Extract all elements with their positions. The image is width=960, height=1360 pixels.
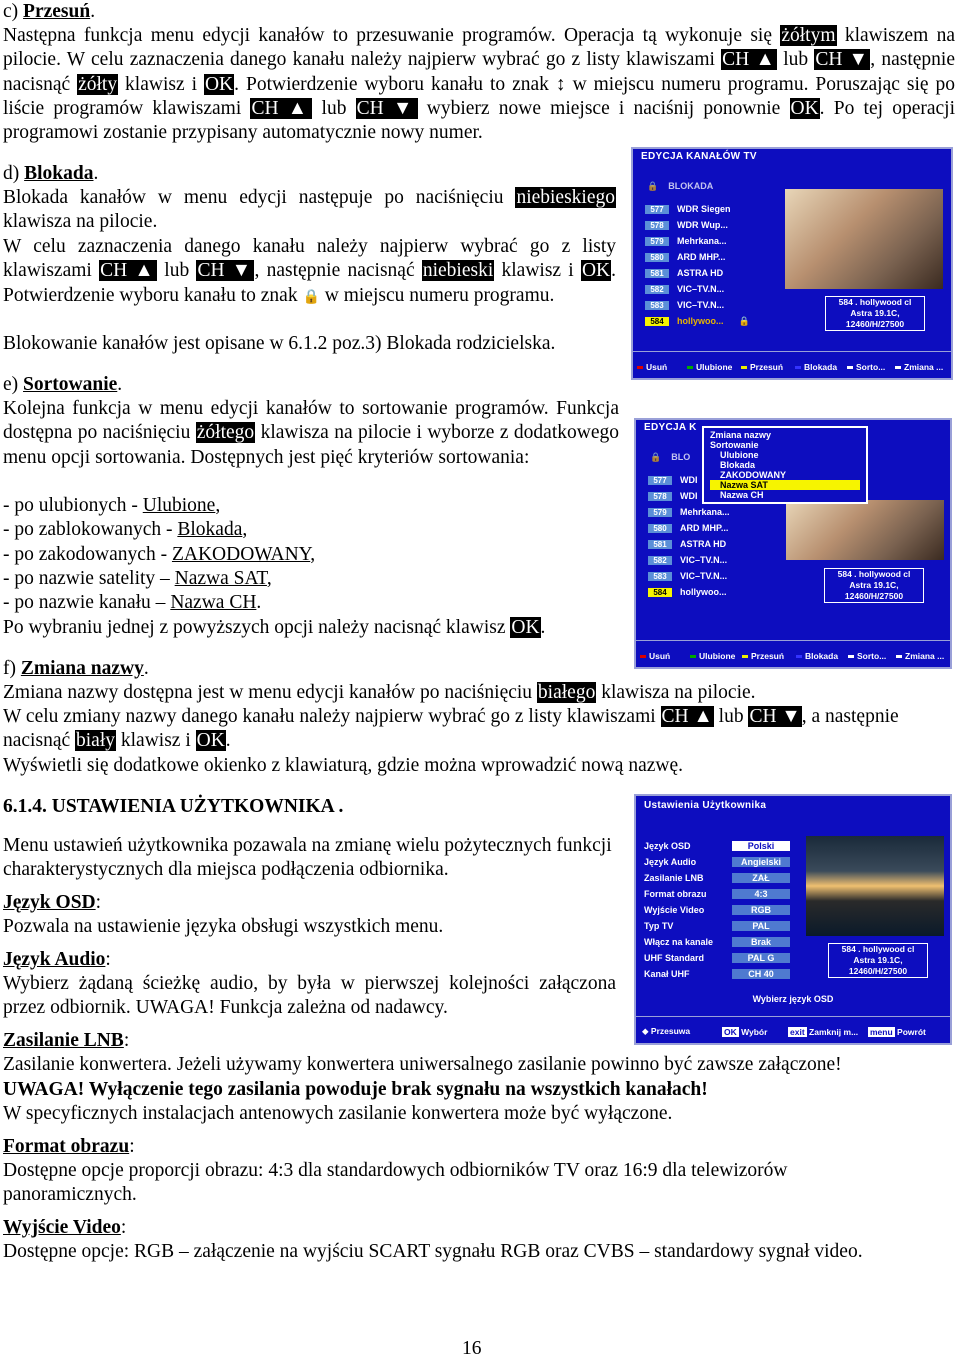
video-preview <box>806 836 944 936</box>
key-ch-down: CH ▼ <box>749 706 801 727</box>
list-item: 580 ARD MHP... <box>648 523 728 533</box>
user-settings-screen <box>634 794 952 1045</box>
list-item: - po nazwie satelity – Nazwa SAT, <box>3 567 272 589</box>
section-title: 6.1.4. USTAWIENIA UŻYTKOWNIKA . <box>3 796 344 817</box>
key-ch-up: CH ▲ <box>661 706 713 727</box>
osd-heading: Język OSD: <box>3 892 102 913</box>
settings-label: Wyjście Video <box>644 905 705 915</box>
section-d-heading: d) Blokada. <box>3 163 99 184</box>
key-ok: OK <box>196 730 225 752</box>
settings-label: Język OSD <box>644 841 691 851</box>
section-f-paragraph-3: Wyświetli się dodatkowe okienko z klawiaturą, gdzie można wprowadzić nową nazwę. <box>3 755 684 776</box>
heading-title: Blokada <box>24 163 94 184</box>
section-c-paragraph: Następna funkcja menu edycji kanałów to przesuwanie programów. Operacja tą wykonuje się żółtym klawiszem na pilocie. W celu zaznaczenia danego kanału należy najpierw wybrać go z listy klawiszami CH ▲ lub CH ▼, następnie nacisnąć żółty klawisz i OK. Potwierdzenie wyboru kanału to znak ↕ w miejscu numeru programu. Poruszając się po liście programów klawiszami CH ▲ lub CH ▼ wybierz nowe miejsce i naciśnij ponownie OK. Po tej operacji programowi zostanie przypisany automatycznie nowy numer. <box>3 25 956 144</box>
key-ok: OK <box>204 73 234 95</box>
settings-value[interactable]: RGB <box>732 905 790 915</box>
format-paragraph: Dostępne opcje proporcji obrazu: 4:3 dla standardowych odbiorników TV oraz 16:9 dla telewizorów panoramicznych. <box>3 1160 788 1206</box>
key-ch-up: CH ▲ <box>251 97 312 119</box>
heading-suffix: . <box>90 1 96 22</box>
sort-options-list <box>3 494 315 615</box>
key-ch-up: CH ▲ <box>722 49 777 71</box>
section-e-paragraph-1: Kolejna funkcja w menu edycji kanałów to sortowanie programów. Funkcja dostępna po naciśnięciu żółtego klawisza na pilocie i wyborze z dodatkowego menu opcji sortowania. Dostępnych jest pięć kryteriów sortowania: <box>3 398 619 468</box>
lock-icon: 🔒 <box>650 452 662 462</box>
list-item: 581 ASTRA HD <box>645 268 723 278</box>
list-item: 582 VIC–TV.N... <box>645 284 724 294</box>
settings-label: Typ TV <box>644 921 674 931</box>
section-d-paragraph-3: Blokowanie kanałów jest opisane w 6.1.2 poz.3) Blokada rodzicielska. <box>3 333 556 354</box>
key-ch-up: CH ▲ <box>100 260 157 282</box>
list-item: 578 WDI <box>648 491 698 501</box>
key-ok: OK <box>790 97 819 119</box>
footer-bar: Usuń Ulubione Przesuń Blokada Sorto... Zmiana ... <box>633 351 951 378</box>
section-f-paragraph-2: W celu zmiany nazwy danego kanału należy najpierw wybrać go z listy klawiszami CH ▲ lub CH ▼, a następnie nacisnąć biały klawisz i OK. <box>3 706 899 752</box>
heading-title: Zmiana nazwy <box>20 658 144 679</box>
key-yellow: żółtym <box>781 25 836 46</box>
sort-popup-menu <box>702 426 868 504</box>
list-item: - po zablokowanych - Blokada, <box>3 519 248 541</box>
section-intro: Menu ustawień użytkownika pozawala na zmianę wielu pożytecznych funkcji charakterystycznych dla miejsca podłączenia odbiornika. <box>3 835 612 881</box>
list-item: 577 WDR Siegen <box>645 204 731 214</box>
list-item: - po zakodowanych - ZAKODOWANY, <box>3 543 316 565</box>
key-ok: OK <box>581 260 611 282</box>
channel-info: 584 . hollywood cl Astra 19.1C, 12460/H/27500 <box>825 296 925 331</box>
move-arrow-icon: ↕ <box>555 73 566 95</box>
settings-value[interactable]: PAL G <box>732 953 790 963</box>
key-white: białego <box>537 682 596 703</box>
lock-row: 🔒 BLOKADA <box>647 181 714 191</box>
footer-bar: ◆ Przesuwa OK Wybór exit Zamknij m... menu Powrót <box>636 1016 950 1043</box>
menu-item[interactable]: Blokada <box>720 460 756 470</box>
menu-item[interactable]: Nazwa SAT <box>710 480 860 490</box>
list-item: 584 hollywoo... <box>648 587 727 597</box>
section-e-heading: e) Sortowanie. <box>3 374 123 395</box>
menu-item[interactable]: Zmiana nazwy <box>710 430 772 440</box>
key-ch-down: CH ▼ <box>197 260 254 282</box>
channel-info: 584 . hollywood cl Astra 19.1C, 12460/H/27500 <box>828 943 928 978</box>
video-preview <box>786 500 944 560</box>
help-text: Wybierz język OSD <box>752 994 834 1004</box>
lock-icon: 🔒 <box>302 289 320 305</box>
lnb-paragraph-3: W specyficznych instalacjach antenowych zasilanie konwertera może być wyłączone. <box>3 1103 673 1124</box>
section-f-heading: f) Zmiana nazwy. <box>3 658 149 679</box>
settings-value[interactable]: ZAŁ <box>732 873 790 883</box>
osd-paragraph: Pozwala na ustawienie języka obsługi wszystkich menu. <box>3 916 444 937</box>
list-item: 581 ASTRA HD <box>648 539 726 549</box>
key-ok: OK <box>511 617 540 638</box>
audio-paragraph: Wybierz żądaną ścieżkę audio, by była w pierwszej kolejności załączona przez odbiornik. UWAGA! Funkcja zależna od nadawcy. <box>3 973 616 1019</box>
audio-heading: Język Audio: <box>3 949 111 970</box>
lnb-heading: Zasilanie LNB: <box>3 1030 130 1051</box>
lnb-paragraph-1: Zasilanie konwertera. Jeżeli używamy konwertera uniwersalnego zasilanie powinno być zawsze załączone! <box>3 1054 842 1075</box>
video-heading: Wyjście Video: <box>3 1217 127 1238</box>
key-yellow: żółtego <box>196 422 255 444</box>
screen-title: Ustawienia Użytkownika <box>644 800 767 811</box>
settings-label: Kanał UHF <box>644 969 690 979</box>
menu-item[interactable]: ZAKODOWANY <box>720 470 786 480</box>
arrows-icon: ◆ <box>642 1026 649 1036</box>
list-item: 580 ARD MHP... <box>645 252 725 262</box>
menu-item[interactable]: Nazwa CH <box>720 490 764 500</box>
screen-title: EDYCJA K <box>644 422 697 433</box>
key-ch-down: CH ▼ <box>356 97 417 119</box>
settings-label: Format obrazu <box>644 889 707 899</box>
lock-icon: 🔒 <box>647 181 659 191</box>
key-blue: niebieski <box>422 260 494 282</box>
list-item: 583 VIC–TV.N... <box>648 571 727 581</box>
list-item: 583 VIC–TV.N... <box>645 300 724 310</box>
channel-edit-screen-sort <box>634 418 952 669</box>
menu-item[interactable]: Ulubione <box>720 450 759 460</box>
channel-info: 584 . hollywood cl Astra 19.1C, 12460/H/27500 <box>824 568 924 603</box>
settings-value[interactable]: CH 40 <box>732 969 790 979</box>
settings-value[interactable]: Brak <box>732 937 790 947</box>
settings-label: UHF Standard <box>644 953 705 963</box>
lock-row: 🔒 BLO <box>650 452 691 462</box>
video-preview <box>785 189 943 289</box>
list-item: 577 WDI <box>648 475 698 485</box>
video-paragraph: Dostępne opcje: RGB – załączenie na wyjściu SCART sygnału RGB oraz CVBS – standardowy sygnał video. <box>3 1241 863 1262</box>
section-d-paragraph-1: Blokada kanałów w menu edycji następuje po naciśnięciu niebieskiego klawisza na pilocie. <box>3 187 615 233</box>
settings-label: Język Audio <box>644 857 697 867</box>
list-item: - po nazwie kanału – Nazwa CH. <box>3 592 262 614</box>
settings-label: Włącz na kanale <box>644 937 714 947</box>
key-yellow: żółty <box>78 73 118 95</box>
list-item: 579 Mehrkana... <box>648 507 730 517</box>
section-f-paragraph-1: Zmiana nazwy dostępna jest w menu edycji kanałów po naciśnięciu białego klawisza na pilocie. <box>3 682 756 703</box>
settings-label: Zasilanie LNB <box>644 873 704 883</box>
channel-edit-screen-lock <box>631 147 953 380</box>
list-item: 582 VIC–TV.N... <box>648 555 727 565</box>
heading-title: Przesuń <box>23 1 91 22</box>
list-item: - po ulubionych - Ulubione, <box>3 495 221 516</box>
lnb-warning: UWAGA! Wyłączenie tego zasilania powoduje brak sygnału na wszystkich kanałach! <box>3 1079 708 1100</box>
section-d-paragraph-2: W celu zaznaczenia danego kanału należy najpierw wybrać go z listy klawiszami CH ▲ lub CH ▼, następnie nacisnąć niebieski klawisz i OK. Potwierdzenie wyboru kanału to znak 🔒 w miejscu numeru programu. <box>3 236 617 306</box>
heading-prefix: c) <box>3 1 24 22</box>
list-item: 578 WDR Wup... <box>645 220 728 230</box>
menu-item[interactable]: Sortowanie <box>710 440 759 450</box>
section-e-paragraph-2: Po wybraniu jednej z powyższych opcji należy nacisnąć klawisz OK. <box>3 617 546 638</box>
heading-title: Sortowanie <box>23 374 118 395</box>
settings-value[interactable]: PAL <box>732 921 790 931</box>
format-heading: Format obrazu: <box>3 1136 135 1157</box>
page-number: 16 <box>462 1338 482 1359</box>
key-ch-down: CH ▼ <box>815 49 870 71</box>
list-item: 584 hollywoo... 🔒 <box>645 316 750 327</box>
settings-value[interactable]: Angielski <box>732 857 790 867</box>
screen-title: EDYCJA KANAŁÓW TV <box>641 151 757 162</box>
section-c-heading <box>3 0 95 24</box>
footer-bar: Usuń Ulubione Przesuń Blokada Sorto... Zmiana ... <box>636 640 950 667</box>
key-white: biały <box>76 730 116 752</box>
key-blue: niebieskiego <box>516 187 615 208</box>
list-item: 579 Mehrkana... <box>645 236 727 246</box>
settings-value[interactable]: 4:3 <box>732 889 790 899</box>
settings-value[interactable]: Polski <box>732 841 790 851</box>
lock-icon: 🔒 <box>738 316 750 326</box>
